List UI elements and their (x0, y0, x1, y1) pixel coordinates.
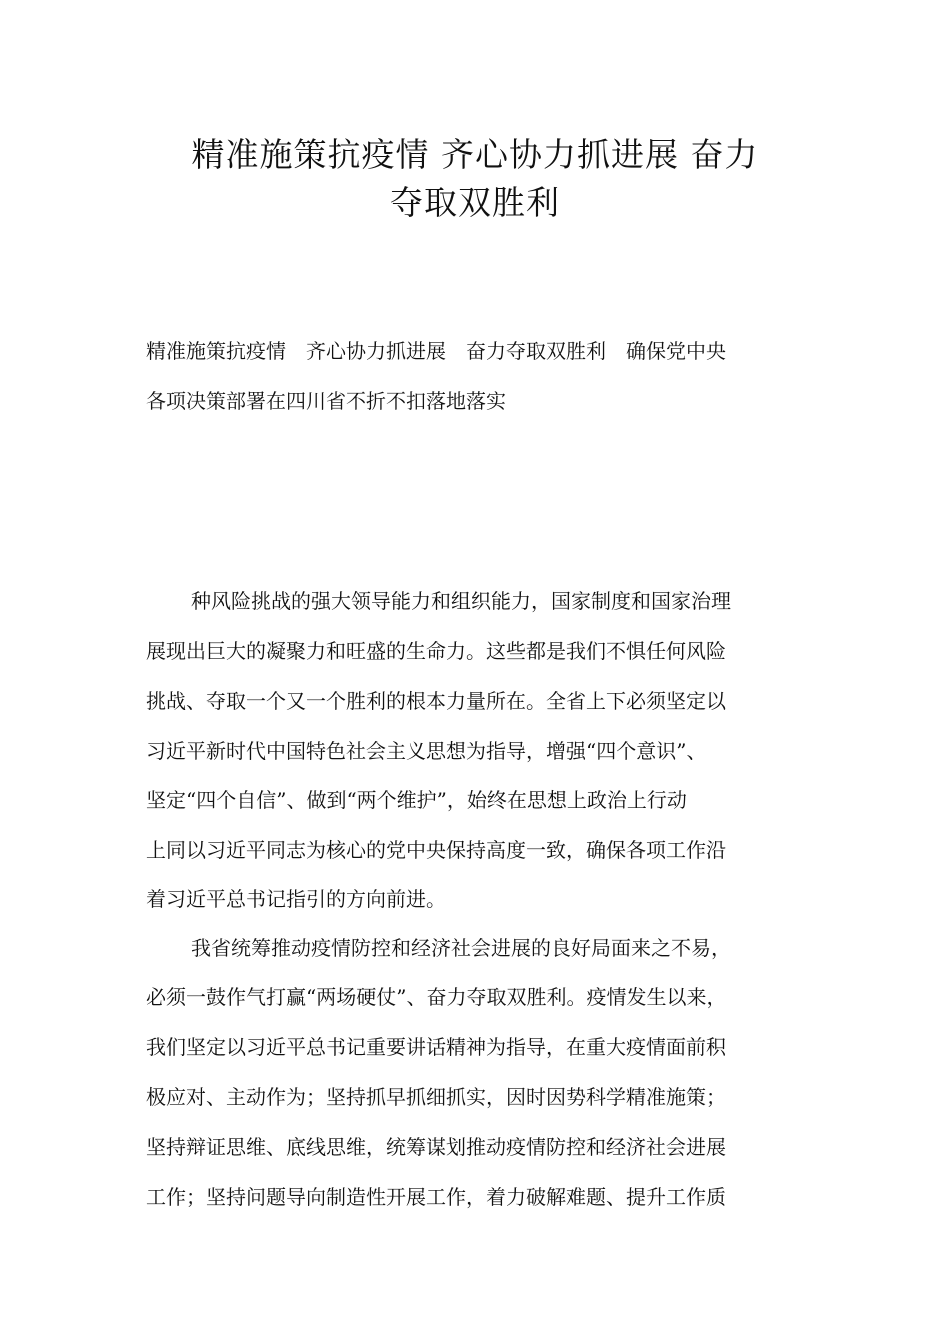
paragraph-line: 上同以习近平同志为核心的党中央保持高度一致，确保各项工作沿 (146, 838, 726, 862)
paragraph-line: 坚定“四个自信”、做到“两个维护”，始终在思想上政治上行动 (146, 788, 687, 812)
paragraph-line: 种风险挑战的强大领导能力和组织能力，国家制度和国家治理 (191, 589, 731, 613)
subtitle-part-2: 齐心协力抓进展 (306, 339, 446, 363)
subtitle-line-2: 各项决策部署在四川省不折不扣落地落实 (146, 389, 506, 413)
paragraph-line: 极应对、主动作为；坚持抓早抓细抓实，因时因势科学精准施策； (146, 1085, 726, 1109)
paragraph-line: 坚持辩证思维、底线思维，统筹谋划推动疫情防控和经济社会进展 (146, 1135, 726, 1159)
subtitle-part-1: 精准施策抗疫情 (146, 339, 286, 363)
paragraph-line: 必须一鼓作气打赢“两场硬仗”、奋力夺取双胜利。疫情发生以来， (146, 985, 727, 1009)
subtitle-line-1 (146, 337, 726, 365)
paragraph-line: 展现出巨大的凝聚力和旺盛的生命力。这些都是我们不惧任何风险 (146, 639, 726, 663)
paragraph-line: 工作；坚持问题导向制造性开展工作，着力破解难题、提升工作质 (146, 1185, 726, 1209)
subtitle-part-4: 确保党中央 (626, 339, 726, 363)
paragraph-line: 习近平新时代中国特色社会主义思想为指导，增强“四个意识”、 (146, 739, 707, 763)
paragraph-line: 我省统筹推动疫情防控和经济社会进展的良好局面来之不易， (191, 936, 731, 960)
paragraph-line: 挑战、夺取一个又一个胜利的根本力量所在。全省上下必须坚定以 (146, 689, 726, 713)
paragraph-line: 着习近平总书记指引的方向前进。 (146, 887, 446, 911)
document-title-line-2: 夺取双胜利 (390, 183, 560, 222)
paragraph-line: 我们坚定以习近平总书记重要讲话精神为指导，在重大疫情面前积 (146, 1035, 726, 1059)
subtitle-part-3: 奋力夺取双胜利 (466, 339, 606, 363)
document-title-line-1: 精准施策抗疫情 齐心协力抓进展 奋力 (191, 135, 759, 174)
